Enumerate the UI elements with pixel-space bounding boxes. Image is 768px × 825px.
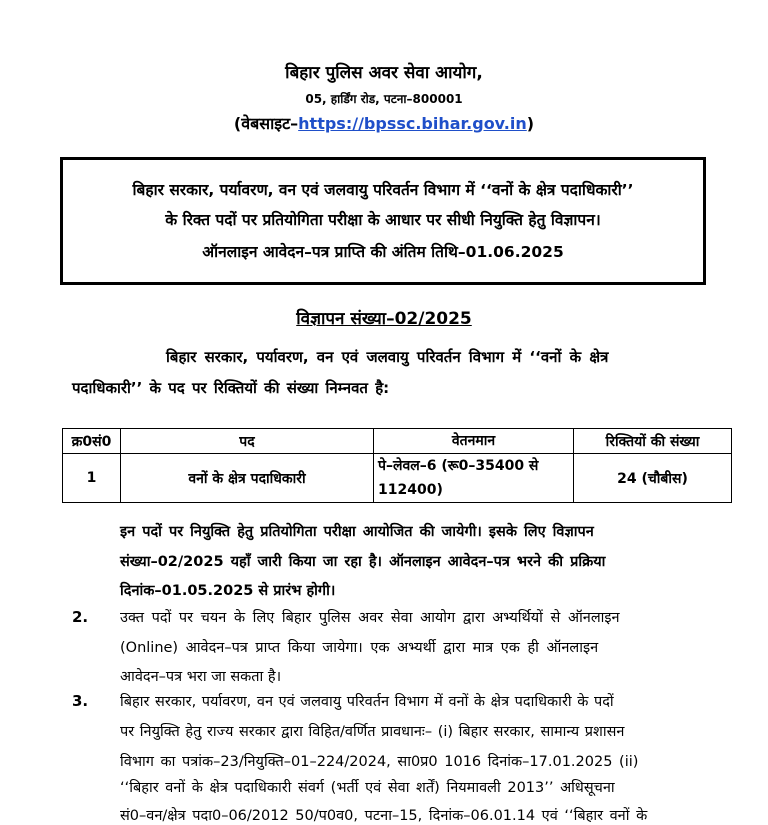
table-row xyxy=(63,454,732,503)
item-3-line-1: बिहार सरकार, पर्यावरण, वन एवं जलवायु परिवर्तन विभाग में वनों के क्षेत्र पदाधिकारी के पदों xyxy=(120,694,614,710)
item-3-line-5: सं0–वन/क्षेत्र पदा0–06/2012 50/प0व0, पटना–15, दिनांक–06.01.14 एवं ‘‘बिहार वनों के xyxy=(120,808,648,824)
item-3-line-4: ‘‘बिहार वनों के क्षेत्र पदाधिकारी संवर्ग (भर्ती एवं सेवा शर्तें) नियमावली 2013’’ अधिसूचना xyxy=(120,780,615,796)
para1-line-1: इन पदों पर नियुक्ति हेतु प्रतियोगिता परीक्षा आयोजित की जायेगी। इसके लिए विज्ञापन xyxy=(120,524,594,540)
advertisement-number-text: विज्ञापन संख्या–02/2025 xyxy=(296,309,472,329)
cell-pay-line-2: 112400) xyxy=(378,482,443,498)
cell-vacancies: 24 (चौबीस) xyxy=(574,454,732,503)
intro-line-1: बिहार सरकार, पर्यावरण, वन एवं जलवायु परिवर्तन विभाग में ‘‘वनों के क्षेत्र xyxy=(166,348,609,366)
para1-line-3: दिनांक–01.05.2025 से प्रारंभ होगी। xyxy=(120,583,336,599)
advertisement-number xyxy=(0,306,768,329)
website-link[interactable]: https://bpssc.bihar.gov.in xyxy=(298,114,527,133)
intro-line-2: पदाधिकारी’’ के पद पर रिक्तियों की संख्या निम्नवत है: xyxy=(72,379,390,397)
website-suffix: ) xyxy=(526,114,535,133)
item-2-line-2: (Online) आवेदन–पत्र प्राप्त किया जायेगा। एक अभ्यर्थी द्वारा मात्र एक ही ऑनलाइन xyxy=(120,640,599,656)
org-address: 05, हार्डिंग रोड, पटना–800001 xyxy=(305,92,463,106)
item-2-line-1: उक्त पदों पर चयन के लिए बिहार पुलिस अवर सेवा आयोग द्वारा अभ्यर्थियों से ऑनलाइन xyxy=(120,610,620,626)
col-header-pay: वेतनमान xyxy=(374,429,574,454)
org-name: बिहार पुलिस अवर सेवा आयोग, xyxy=(285,63,483,83)
col-header-post: पद xyxy=(121,429,374,454)
notice-box xyxy=(60,157,706,285)
para1-line-2: संख्या–02/2025 यहाँ जारी किया जा रहा है। ऑनलाइन आवेदन–पत्र भरने की प्रक्रिया xyxy=(120,554,606,570)
col-header-sno: क्र0सं0 xyxy=(63,429,121,454)
table-header-row xyxy=(63,429,732,454)
notice-line-1: बिहार सरकार, पर्यावरण, वन एवं जलवायु परिवर्तन विभाग में ‘‘वनों के क्षेत्र पदाधिकारी’’ xyxy=(132,181,634,199)
cell-sno: 1 xyxy=(63,454,121,503)
col-header-vacancies: रिक्तियों की संख्या xyxy=(574,429,732,454)
item-3-line-3: विभाग का पत्रांक–23/नियुक्ति–01–224/2024, सा0प्र0 1016 दिनांक–17.01.2025 (ii) xyxy=(120,754,639,770)
notice-line-2: के रिक्त पदों पर प्रतियोगिता परीक्षा के आधार पर सीधी नियुक्ति हेतु विज्ञापन। xyxy=(165,211,601,229)
notice-deadline: ऑनलाइन आवेदन–पत्र प्राप्ति की अंतिम तिथि–01.06.2025 xyxy=(202,243,564,261)
vacancy-table xyxy=(62,428,732,503)
cell-pay xyxy=(374,454,574,503)
website-line xyxy=(0,112,768,134)
item-3-number: 3. xyxy=(72,692,89,710)
cell-post: वनों के क्षेत्र पदाधिकारी xyxy=(121,454,374,503)
item-2-number: 2. xyxy=(72,608,89,626)
website-prefix: (वेबसाइट– xyxy=(233,114,299,133)
item-2-line-3: आवेदन–पत्र भरा जा सकता है। xyxy=(120,669,282,685)
cell-pay-line-1: पे–लेवल–6 (रू0–35400 से xyxy=(378,458,539,474)
item-3-line-2: पर नियुक्ति हेतु राज्य सरकार द्वारा विहित/वर्णित प्रावधानः– (i) बिहार सरकार, सामान्य प्रशासन xyxy=(120,724,625,740)
